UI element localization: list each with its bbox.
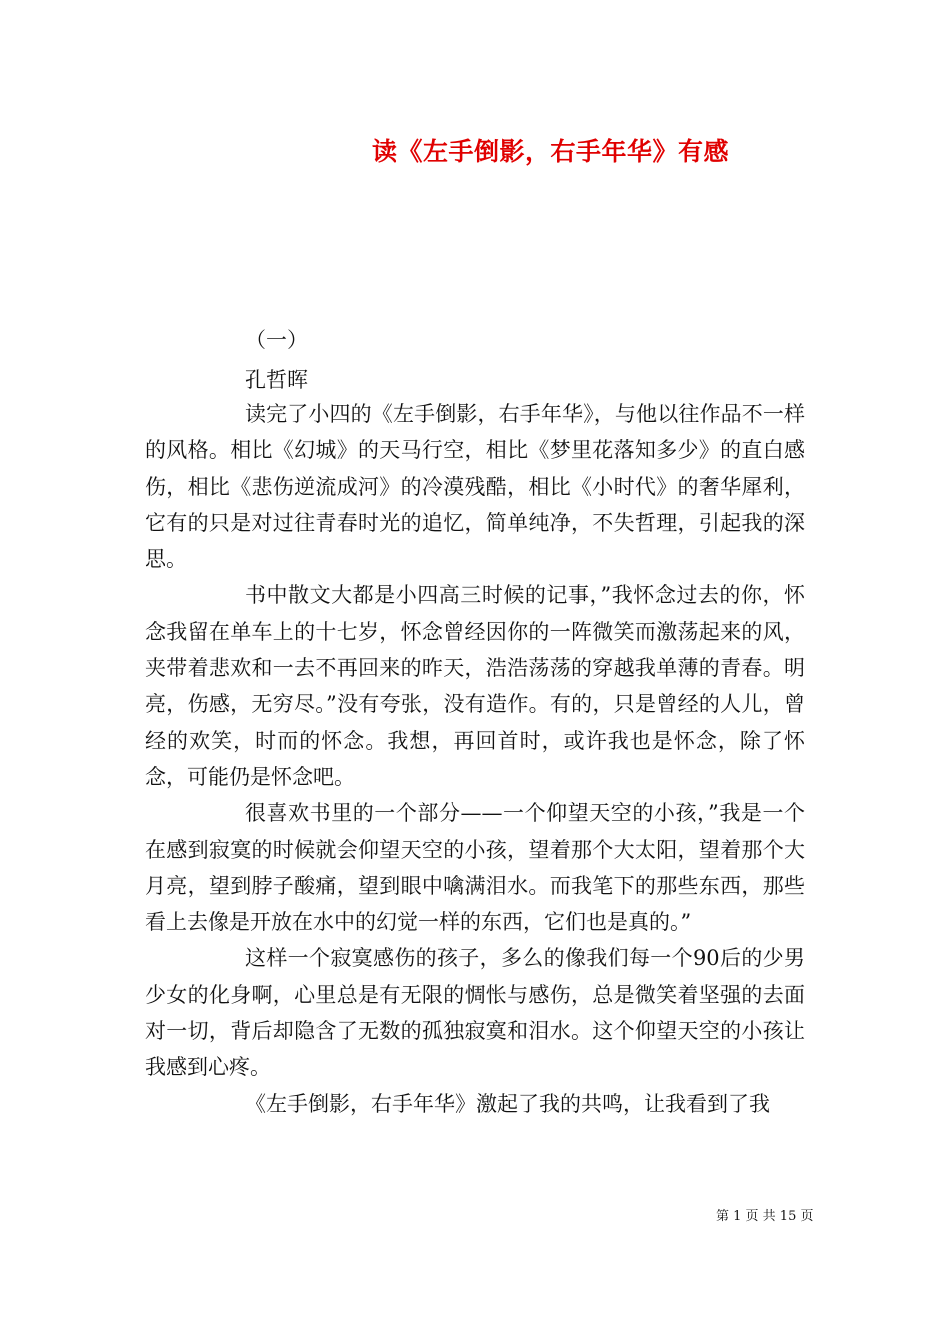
article-body: [145, 396, 805, 1122]
page-number-footer: 第 1 页 共 15 页: [716, 1209, 814, 1224]
section-label: （一）: [245, 328, 308, 352]
paragraph: 这样一个寂寞感伤的孩子，多么的像我们每一个90后的少男少女的化身啊，心里总是有无限的惆怅与感伤，总是微笑着坚强的去面对一切，背后却隐含了无数的孤独寂寞和泪水。这个仰望天空的小孩让我感到心疼。: [145, 946, 805, 1080]
document-title: 读《左手倒影，右手年华》有感: [372, 137, 730, 166]
paragraph: 书中散文大都是小四高三时候的记事，”我怀念过去的你，怀念我留在单车上的十七岁，怀念曾经因你的一阵微笑而激荡起来的风，夹带着悲欢和一去不再回来的昨天，浩浩荡荡的穿越我单薄的青春。明亮，伤感，无穷尽。”没有夸张，没有造作。有的，只是曾经的人儿，曾经的欢笑，时而的怀念。我想，再回首时，或许我也是怀念，除了怀念，可能仍是怀念吧。: [145, 583, 805, 789]
paragraph: 很喜欢书里的一个部分——一个仰望天空的小孩，”我是一个在感到寂寞的时候就会仰望天空的小孩，望着那个大太阳，望着那个大月亮，望到脖子酸痛，望到眼中噙满泪水。而我笔下的那些东西，那些看上去像是开放在水中的幻觉一样的东西，它们也是真的。”: [145, 801, 805, 935]
author-name: 孔哲晖: [245, 368, 308, 392]
paragraph: 《左手倒影，右手年华》激起了我的共鸣，让我看到了我: [245, 1091, 770, 1116]
paragraph: 读完了小四的《左手倒影，右手年华》，与他以往作品不一样的风格。相比《幻城》的天马行空，相比《梦里花落知多少》的直白感伤，相比《悲伤逆流成河》的冷漠残酷，相比《小时代》的奢华犀利，它有的只是对过往青春时光的追忆，简单纯净，不失哲理，引起我的深思。: [145, 402, 805, 572]
